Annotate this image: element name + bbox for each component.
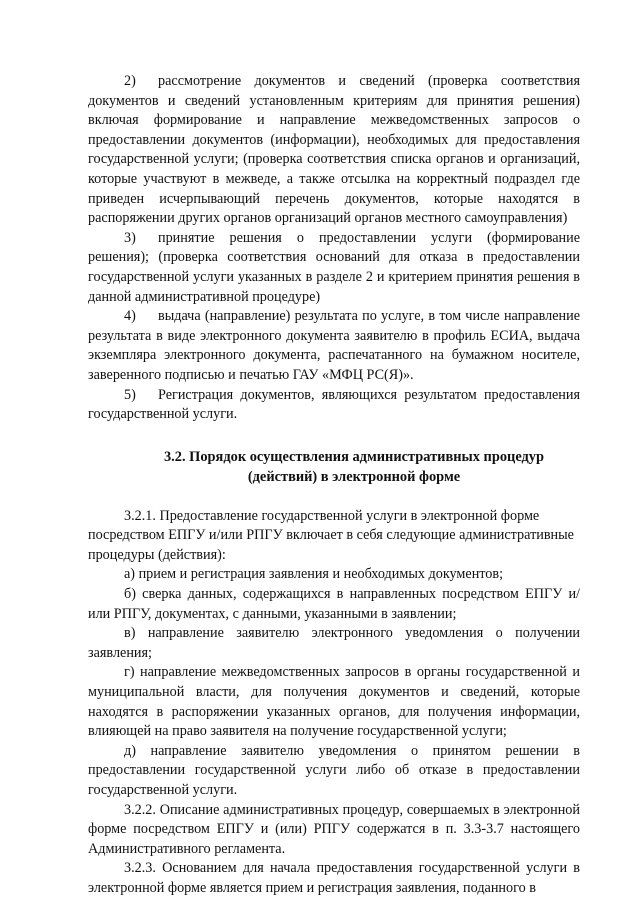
sub-item-g: г) направление межведомственных запросов в органы государственной и муниципальной власти, для получения документов и сведений, которые находятся в распоряжении указанных органов, для получения информации, влияющей на право заявителя на получение государственной услуги; (88, 664, 580, 740)
list-item-text: Регистрация документов, являющихся результатом предоставления государственной услуги. (88, 386, 580, 423)
list-item-number: 5) (124, 386, 136, 403)
document-page (88, 72, 580, 899)
paragraph-3-2-1: 3.2.1. Предоставление государственной услуги в электронной форме посредством ЕПГУ и/или РПГУ включает в себя следующие административные процедуры (действия): (88, 507, 574, 563)
section-heading-line2: (действий) в электронной форме (247, 468, 461, 485)
list-item-3 (88, 229, 580, 307)
list-item-text: выдача (направление) результата по услуге, в том числе направление результата в виде электронного документа заявителю в профиль ЕСИА, выдача экземпляра электронного документа, распечатанного на бумажном носителе, заверенного подписью и печатью ГАУ «МФЦ РС(Я)». (88, 308, 580, 383)
list-item-2 (88, 72, 580, 229)
list-item-text: рассмотрение документов и сведений (проверка соответствия документов и сведений установленным критериям для принятия решения) включая формирование и направление межведомственных запросов о предоставлении документов (информации), необходимых для предоставления государственной услуги; (проверка соответствия списка органов и организаций, которые участвуют в межведе, а также отсылка на корректный подраздел где приведен исчерпывающий перечень документов, которые находятся в распоряжении других органов организаций органов местного самоуправления) (88, 73, 580, 227)
section-heading-line1: 3.2. Порядок осуществления административных процедур (163, 448, 544, 465)
list-item-number: 2) (124, 73, 136, 89)
sub-item-v: в) направление заявителю электронного уведомления о получении заявления; (88, 625, 580, 661)
list-item-number: 3) (124, 229, 136, 246)
list-item-number: 4) (124, 308, 136, 325)
list-item-5 (88, 386, 580, 425)
sub-item-b: б) сверка данных, содержащихся в направленных посредством ЕПГУ и/или РПГУ, документах, с данными, указанными в заявлении; (88, 586, 580, 622)
list-item-text: принятие решения о предоставлении услуги (формирование решения); (проверка соответствия оснований для отказа в предоставлении государственной услуги указанных в разделе 2 и критерием принятия решения в данной административной процедуре) (88, 229, 580, 305)
paragraph-3-2-2: 3.2.2. Описание административных процедур, совершаемых в электронной форме посредством ЕПГУ и (или) РПГУ содержатся в п. 3.3-3.7 настоящего Административного регламента. (88, 801, 580, 857)
section-heading (88, 447, 580, 487)
sub-item-a: а) прием и регистрация заявления и необходимых документов; (124, 566, 504, 583)
paragraph-3-2-3: 3.2.3. Основанием для начала предоставления государственной услуги в электронной форме является прием и регистрация заявления, поданного в (88, 860, 580, 896)
sub-item-d: д) направление заявителю уведомления о принятом решении в предоставлении государственной услуги либо об отказе в предоставлении государственной услуги. (88, 742, 580, 798)
list-item-4 (88, 307, 580, 385)
